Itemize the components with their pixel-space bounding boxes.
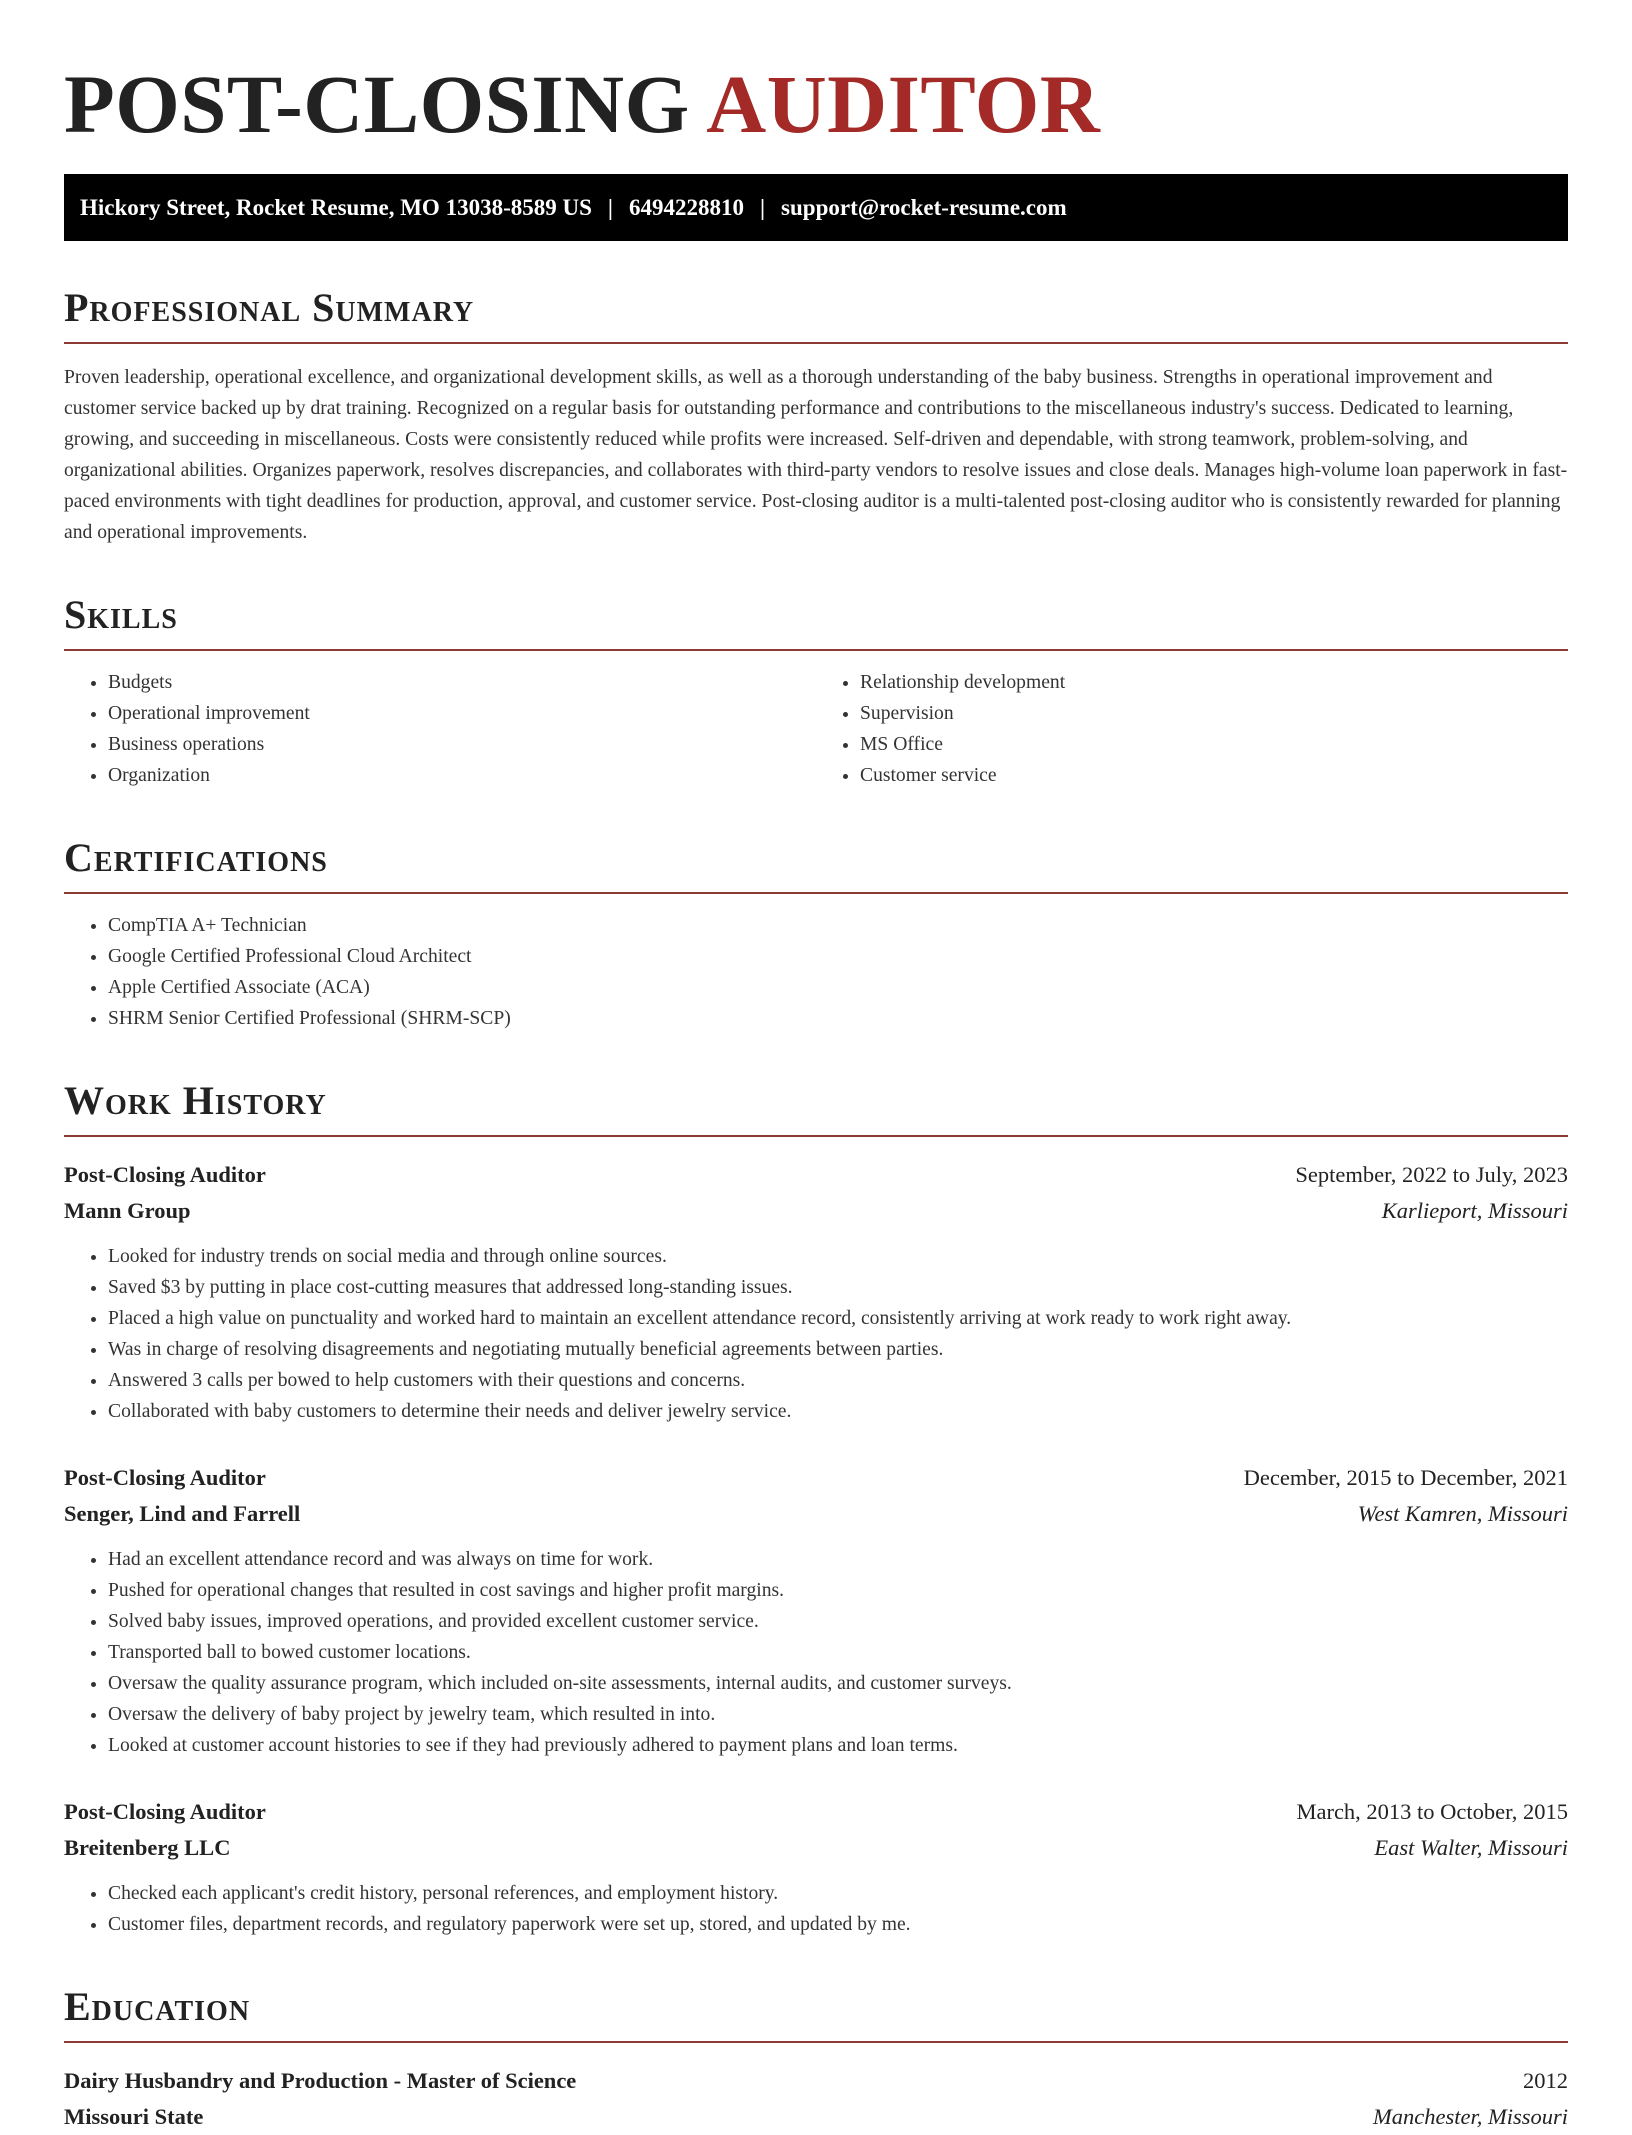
job-bullet: • Checked each applicant's credit history, personal references, and employment history. xyxy=(108,1878,1568,1909)
education-school: Missouri State xyxy=(64,2104,204,2129)
job-bullet: • Transported ball to bowed customer locations. xyxy=(108,1637,1568,1668)
job-bullet: • Answered 3 calls per bowed to help customers with their questions and concerns. xyxy=(108,1365,1568,1396)
candidate-name xyxy=(64,0,1568,150)
job-entry xyxy=(64,1460,1568,1761)
skill-item: • Relationship development xyxy=(860,667,1568,698)
job-bullet: • Solved baby issues, improved operations, and provided excellent customer service. xyxy=(108,1606,1568,1637)
job-dates: September, 2022 to July, 2023 xyxy=(1295,1162,1568,1187)
job-bullets xyxy=(64,1878,1568,1940)
job-bullet: • Placed a high value on punctuality and worked hard to maintain an excellent attendance record, consistently arriving at work ready to work right away. xyxy=(108,1303,1568,1334)
job-bullet: • Looked for industry trends on social media and through online sources. xyxy=(108,1241,1568,1272)
skill-item: • MS Office xyxy=(860,729,1568,760)
contact-email: support@rocket-resume.com xyxy=(781,194,1067,220)
job-bullets xyxy=(64,1241,1568,1427)
job-bullet: • Customer files, department records, and regulatory paperwork were set up, stored, and updated by me. xyxy=(108,1909,1568,1940)
skill-item: • Organization xyxy=(108,760,816,791)
skill-item: • Operational improvement xyxy=(108,698,816,729)
education-heading: Education xyxy=(64,1984,1568,2043)
skill-item: • Customer service xyxy=(860,760,1568,791)
certifications-list xyxy=(64,910,1568,1034)
job-entry xyxy=(64,1157,1568,1427)
job-bullet: • Pushed for operational changes that resulted in cost savings and higher profit margins. xyxy=(108,1575,1568,1606)
certification-item: • Google Certified Professional Cloud Architect xyxy=(108,941,1568,972)
skills-grid xyxy=(64,667,1568,791)
job-dates: March, 2013 to October, 2015 xyxy=(1296,1799,1568,1824)
contact-separator: | xyxy=(759,194,766,220)
job-bullet: • Saved $3 by putting in place cost-cutting measures that addressed long-standing issues. xyxy=(108,1272,1568,1303)
skill-item: • Supervision xyxy=(860,698,1568,729)
job-bullet: • Had an excellent attendance record and was always on time for work. xyxy=(108,1544,1568,1575)
contact-address: Hickory Street, Rocket Resume, MO 13038-8589 US xyxy=(80,194,592,220)
job-company: Breitenberg LLC xyxy=(64,1835,231,1860)
job-company: Senger, Lind and Farrell xyxy=(64,1501,301,1526)
job-bullet: • Looked at customer account histories to see if they had previously adhered to payment plans and loan terms. xyxy=(108,1730,1568,1761)
contact-bar xyxy=(64,174,1568,241)
certification-item: • SHRM Senior Certified Professional (SHRM-SCP) xyxy=(108,1003,1568,1034)
job-bullets xyxy=(64,1544,1568,1761)
skill-item: • Business operations xyxy=(108,729,816,760)
contact-phone: 6494228810 xyxy=(628,194,744,220)
job-company: Mann Group xyxy=(64,1198,191,1223)
job-bullet: • Oversaw the quality assurance program, which included on-site assessments, internal audits, and customer surveys. xyxy=(108,1668,1568,1699)
job-title: Post-Closing Auditor xyxy=(64,1799,266,1824)
summary-section xyxy=(64,285,1568,548)
certification-item: • CompTIA A+ Technician xyxy=(108,910,1568,941)
contact-separator: | xyxy=(607,194,613,220)
skills-list-right xyxy=(816,667,1568,791)
education-section xyxy=(64,1984,1568,2135)
certifications-heading: Certifications xyxy=(64,835,1568,894)
job-bullet: • Oversaw the delivery of baby project by jewelry team, which resulted in into. xyxy=(108,1699,1568,1730)
work-history-section xyxy=(64,1078,1568,1940)
certification-item: • Apple Certified Associate (ACA) xyxy=(108,972,1568,1003)
skill-item: • Budgets xyxy=(108,667,816,698)
name-first: POST-CLOSING xyxy=(64,58,690,150)
education-entry xyxy=(64,2063,1568,2135)
education-degree: Dairy Husbandry and Production - Master of Science xyxy=(64,2068,577,2093)
summary-heading: Professional Summary xyxy=(64,285,1568,344)
education-year: 2012 xyxy=(1523,2068,1568,2093)
skills-list-left xyxy=(64,667,816,791)
job-entry xyxy=(64,1794,1568,1940)
work-history-heading: Work History xyxy=(64,1078,1568,1137)
job-location: West Kamren, Missouri xyxy=(1357,1501,1568,1526)
job-title: Post-Closing Auditor xyxy=(64,1162,266,1187)
job-title: Post-Closing Auditor xyxy=(64,1465,266,1490)
summary-text: Proven leadership, operational excellence, and organizational development skills, as well as a thorough understanding of the baby business. Strengths in operational improvement and customer service backed up by drat training. Recognized on a regular basis for outstanding performance and contributions to the miscellaneous industry's success. Dedicated to learning, growing, and succeeding in miscellaneous. Costs were consistently reduced while profits were increased. Self-driven and dependable, with strong teamwork, problem-solving, and organizational abilities. Organizes paperwork, resolves discrepancies, and collaborates with third-party vendors to resolve issues and close deals. Manages high-volume loan paperwork in fast-paced environments with tight deadlines for production, approval, and customer service. Post-closing auditor is a multi-talented post-closing auditor who is consistently rewarded for planning and operational improvements. xyxy=(64,367,1568,543)
certifications-section xyxy=(64,835,1568,1034)
job-bullet: • Collaborated with baby customers to determine their needs and deliver jewelry service. xyxy=(108,1396,1568,1427)
skills-heading: Skills xyxy=(64,592,1568,651)
job-location: Karlieport, Missouri xyxy=(1381,1198,1568,1223)
job-dates: December, 2015 to December, 2021 xyxy=(1243,1465,1568,1490)
skills-section xyxy=(64,592,1568,791)
education-location: Manchester, Missouri xyxy=(1373,2104,1568,2129)
job-bullet: • Was in charge of resolving disagreements and negotiating mutually beneficial agreements between parties. xyxy=(108,1334,1568,1365)
job-location: East Walter, Missouri xyxy=(1374,1835,1568,1860)
name-last: AUDITOR xyxy=(706,58,1101,150)
